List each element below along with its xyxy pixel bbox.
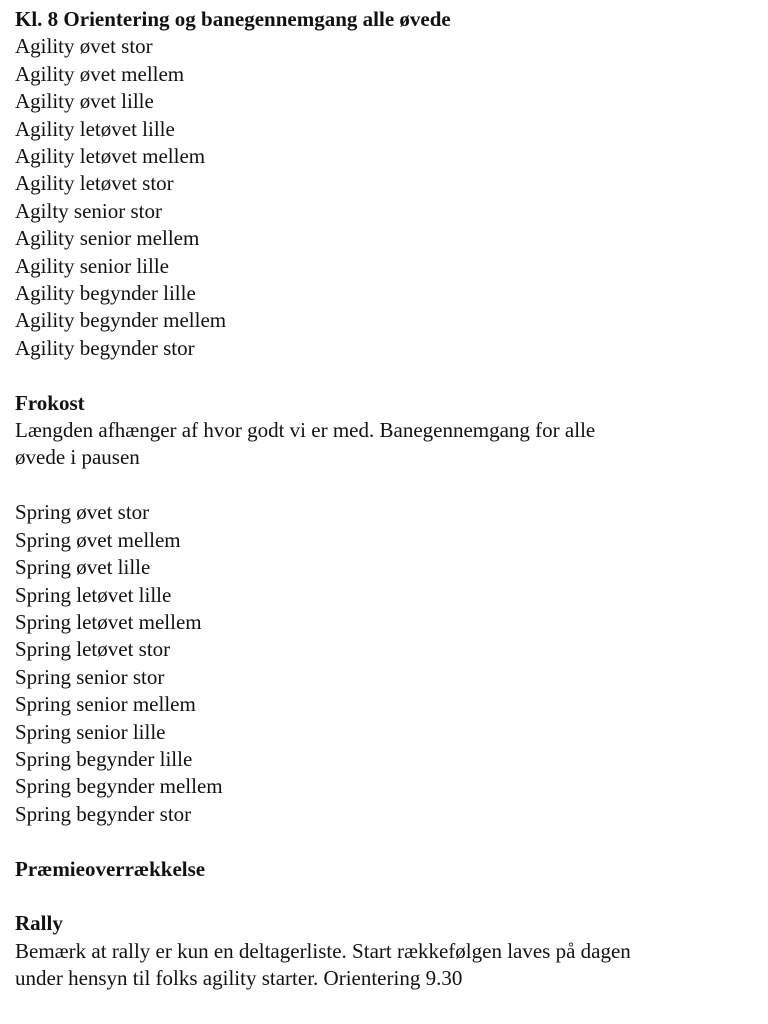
list-item: Spring senior mellem [15, 692, 196, 717]
list-item: Spring begynder stor [15, 801, 192, 826]
list-item: Spring senior lille [15, 719, 166, 744]
award-heading: Præmieoverrækkelse [15, 856, 206, 881]
list-item: Agility letøvet stor [15, 171, 174, 196]
list-item: Agility begynder lille [15, 281, 196, 306]
list-item: Spring letøvet mellem [15, 609, 202, 634]
list-item: Spring øvet mellem [15, 527, 181, 552]
list-item: Agility senior mellem [15, 226, 200, 251]
list-item: Agilty senior stor [15, 198, 162, 223]
lunch-heading: Frokost [15, 390, 85, 415]
list-item: Agility øvet mellem [15, 61, 185, 86]
section-heading: Kl. 8 Orientering og banegennemgang alle øvede [15, 7, 451, 31]
document-page [15, 6, 755, 993]
spring-class-list [15, 499, 755, 828]
list-item: Spring begynder mellem [15, 774, 223, 799]
list-item: Agility senior lille [15, 253, 169, 278]
spacer [15, 828, 755, 855]
list-item: Agility letøvet lille [15, 116, 175, 141]
list-item: Spring øvet stor [15, 500, 150, 525]
list-item: Spring øvet lille [15, 555, 151, 580]
list-item: Agility øvet lille [15, 89, 154, 114]
lunch-text-line: Længden afhænger af hvor godt vi er med. Banegennemgang for alle [15, 418, 596, 443]
list-item: Agility begynder stor [15, 335, 195, 360]
list-item: Spring senior stor [15, 664, 165, 689]
list-item: Spring letøvet stor [15, 637, 171, 662]
spacer [15, 362, 755, 389]
list-item: Agility øvet stor [15, 34, 153, 59]
rally-heading: Rally [15, 911, 63, 936]
list-item: Spring begynder lille [15, 746, 193, 771]
list-item: Agility begynder mellem [15, 308, 227, 333]
spacer [15, 472, 755, 499]
rally-text-line: Bemærk at rally er kun en deltagerliste. Start rækkefølgen laves på dagen [15, 938, 631, 963]
list-item: Agility letøvet mellem [15, 144, 206, 169]
list-item: Spring letøvet lille [15, 582, 172, 607]
rally-text-line: under hensyn til folks agility starter. Orientering 9.30 [15, 966, 463, 991]
agility-class-list [15, 33, 755, 362]
lunch-text-line: øvede i pausen [15, 445, 140, 470]
spacer [15, 883, 755, 910]
